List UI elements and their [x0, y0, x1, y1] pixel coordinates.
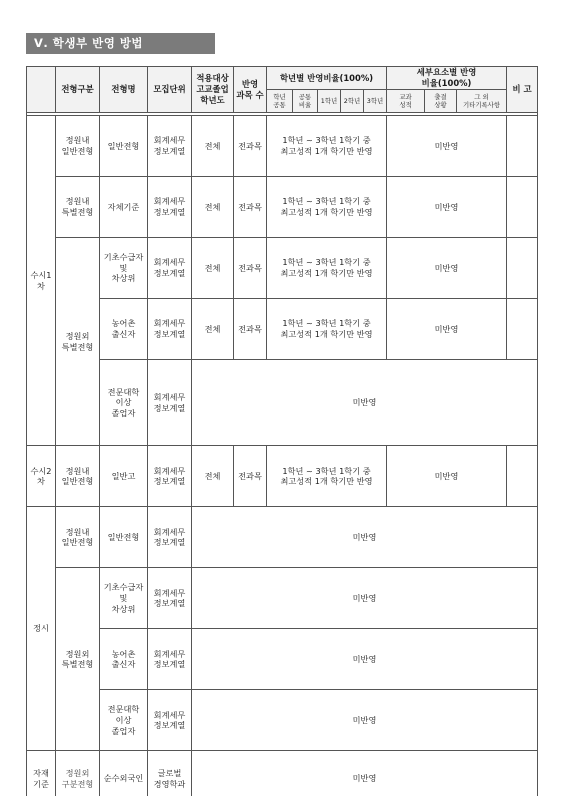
row-name: 일반전형: [100, 507, 148, 568]
header-grade3: 3학년: [364, 90, 387, 113]
row-name: 전문대학 이상 졸업자: [100, 690, 148, 751]
row-target: 전체: [192, 238, 234, 299]
table-row: [27, 116, 538, 177]
row-remark: [507, 177, 538, 238]
row-type: 정원내 일반전형: [56, 116, 100, 177]
row-unit: 회계세무 정보계열: [148, 629, 192, 690]
row-subjects: 전과목: [234, 446, 267, 507]
row-subjects: 전과목: [234, 116, 267, 177]
table-row: [27, 360, 538, 446]
header-admission-name: 전형명: [100, 67, 148, 113]
row-type: 정원외 특별전형: [56, 568, 100, 751]
table-row: [27, 629, 538, 690]
row-subjects: 전과목: [234, 238, 267, 299]
row-subjects: 전과목: [234, 299, 267, 360]
row-merged: 미반영: [192, 629, 538, 690]
row-target: 전체: [192, 446, 234, 507]
row-unit: 회계세무 정보계열: [148, 116, 192, 177]
table-row: [27, 690, 538, 751]
table-row: [27, 446, 538, 507]
row-unit: 회계세무 정보계열: [148, 446, 192, 507]
row-grade: 1학년 ~ 3학년 1학기 중 최고성적 1개 학기만 반영: [267, 299, 387, 360]
row-unit: 회계세무 정보계열: [148, 299, 192, 360]
row-name: 순수외국인: [100, 751, 148, 796]
row-unit: 회계세무 정보계열: [148, 360, 192, 446]
row-target: 전체: [192, 116, 234, 177]
header-subject-score: 교과 성적: [387, 90, 425, 113]
row-name: 자체기준: [100, 177, 148, 238]
row-unit: 회계세무 정보계열: [148, 568, 192, 629]
header-detail-ratio: 세부요소별 반영 비율(100%): [387, 67, 507, 90]
header-target-grad: 적용대상 고교졸업 학년도: [192, 67, 234, 113]
row-merged: 미반영: [192, 507, 538, 568]
row-unit: 회계세무 정보계열: [148, 177, 192, 238]
section-title: Ⅴ. 학생부 반영 방법: [26, 33, 215, 54]
row-name: 일반전형: [100, 116, 148, 177]
row-remark: [507, 116, 538, 177]
row-subjects: 전과목: [234, 177, 267, 238]
row-name: 기초수급자 및 차상위: [100, 568, 148, 629]
row-detail: 미반영: [387, 446, 507, 507]
group-early1: 수시1차: [27, 116, 56, 446]
row-name: 농어촌 출신자: [100, 299, 148, 360]
row-type: 정원내 특별전형: [56, 177, 100, 238]
row-unit: 회계세무 정보계열: [148, 690, 192, 751]
header-admission-type: 전형구분: [56, 67, 100, 113]
header-remarks: 비 고: [507, 67, 538, 113]
table-row: [27, 238, 538, 299]
row-grade: 1학년 ~ 3학년 1학기 중 최고성적 1개 학기만 반영: [267, 446, 387, 507]
row-name: 기초수급자 및 차상위: [100, 238, 148, 299]
header-others: 그 외 기타기록사항: [457, 90, 507, 113]
header-grade2: 2학년: [341, 90, 364, 113]
row-target: 전체: [192, 299, 234, 360]
group-own: 자재 기준: [27, 751, 56, 796]
row-remark: [507, 238, 538, 299]
row-unit: 회계세무 정보계열: [148, 507, 192, 568]
row-detail: 미반영: [387, 177, 507, 238]
row-unit: 글로벌 경영학과: [148, 751, 192, 796]
row-name: 일반고: [100, 446, 148, 507]
row-name: 전문대학 이상 졸업자: [100, 360, 148, 446]
row-unit: 회계세무 정보계열: [148, 238, 192, 299]
row-remark: [507, 446, 538, 507]
row-grade: 1학년 ~ 3학년 1학기 중 최고성적 1개 학기만 반영: [267, 238, 387, 299]
row-merged: 미반영: [192, 568, 538, 629]
table-row: [27, 568, 538, 629]
row-merged: 미반영: [192, 360, 538, 446]
group-early2: 수시2차: [27, 446, 56, 507]
table-row: [27, 177, 538, 238]
row-merged: 미반영: [192, 751, 538, 796]
row-type: 정원외 구분전형: [56, 751, 100, 796]
row-remark: [507, 299, 538, 360]
row-detail: 미반영: [387, 116, 507, 177]
header-grade-ratio: 학년별 반영비율(100%): [267, 67, 387, 90]
row-detail: 미반영: [387, 238, 507, 299]
table-row: [27, 299, 538, 360]
header-blank: [27, 67, 56, 113]
row-type: 정원내 일반전형: [56, 507, 100, 568]
row-target: 전체: [192, 177, 234, 238]
row-name: 농어촌 출신자: [100, 629, 148, 690]
header-subjects: 반영 과목 수: [234, 67, 267, 113]
header-recruit-unit: 모집단위: [148, 67, 192, 113]
header-grade-common: 학년 공통: [267, 90, 293, 113]
group-regular: 정시: [27, 507, 56, 751]
admission-table: [26, 66, 538, 796]
header-grade1: 1학년: [318, 90, 341, 113]
row-type: 정원외 특별전형: [56, 238, 100, 446]
table-row: [27, 507, 538, 568]
table-row: [27, 751, 538, 796]
header-attendance: 출결 상황: [425, 90, 457, 113]
row-detail: 미반영: [387, 299, 507, 360]
row-type: 정원내 일반전형: [56, 446, 100, 507]
row-grade: 1학년 ~ 3학년 1학기 중 최고성적 1개 학기만 반영: [267, 177, 387, 238]
row-grade: 1학년 ~ 3학년 1학기 중 최고성적 1개 학기만 반영: [267, 116, 387, 177]
row-merged: 미반영: [192, 690, 538, 751]
header-common-ratio: 공통 비율: [293, 90, 318, 113]
